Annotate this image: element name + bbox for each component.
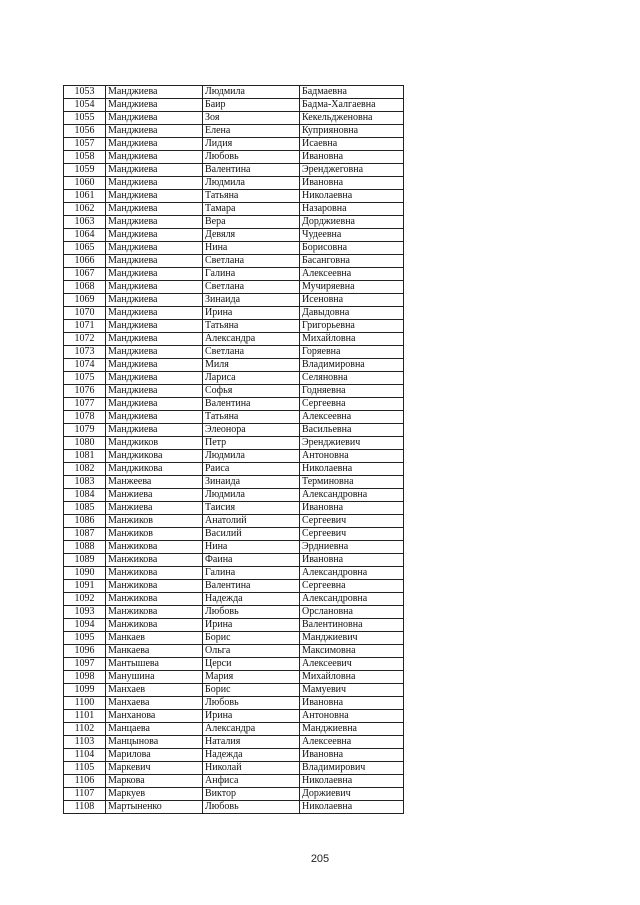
record-number: 1063 (64, 216, 106, 229)
first-name-cell: Людмила (203, 450, 300, 463)
record-number: 1057 (64, 138, 106, 151)
table-row (64, 541, 404, 554)
table-row (64, 580, 404, 593)
first-name-cell: Раиса (203, 463, 300, 476)
surname-cell: Манжикова (106, 554, 203, 567)
surname-cell: Мантышева (106, 658, 203, 671)
first-name-cell: Людмила (203, 489, 300, 502)
first-name-cell: Девяля (203, 229, 300, 242)
surname-cell: Манджиева (106, 86, 203, 99)
patronymic-cell: Алексеевна (300, 411, 404, 424)
first-name-cell: Миля (203, 359, 300, 372)
table-row (64, 307, 404, 320)
patronymic-cell: Манджиевич (300, 632, 404, 645)
first-name-cell: Валентина (203, 164, 300, 177)
record-number: 1097 (64, 658, 106, 671)
first-name-cell: Любовь (203, 606, 300, 619)
patronymic-cell: Владимировна (300, 359, 404, 372)
patronymic-cell: Ивановна (300, 697, 404, 710)
table-row (64, 359, 404, 372)
roster-body (64, 86, 404, 814)
record-number: 1091 (64, 580, 106, 593)
patronymic-cell: Селяновна (300, 372, 404, 385)
first-name-cell: Ирина (203, 619, 300, 632)
surname-cell: Манджиева (106, 281, 203, 294)
surname-cell: Маркуев (106, 788, 203, 801)
record-number: 1085 (64, 502, 106, 515)
first-name-cell: Людмила (203, 177, 300, 190)
surname-cell: Манджиева (106, 99, 203, 112)
first-name-cell: Фаина (203, 554, 300, 567)
surname-cell: Манжикова (106, 541, 203, 554)
table-row (64, 515, 404, 528)
table-row (64, 411, 404, 424)
first-name-cell: Наталия (203, 736, 300, 749)
table-row (64, 437, 404, 450)
surname-cell: Манкаев (106, 632, 203, 645)
table-row (64, 463, 404, 476)
table-row (64, 346, 404, 359)
surname-cell: Манжикова (106, 567, 203, 580)
first-name-cell: Зинаида (203, 294, 300, 307)
patronymic-cell: Исаевна (300, 138, 404, 151)
surname-cell: Манджиева (106, 385, 203, 398)
first-name-cell: Тамара (203, 203, 300, 216)
patronymic-cell: Исеновна (300, 294, 404, 307)
surname-cell: Манхаев (106, 684, 203, 697)
patronymic-cell: Антоновна (300, 710, 404, 723)
first-name-cell: Любовь (203, 801, 300, 814)
patronymic-cell: Басанговна (300, 255, 404, 268)
first-name-cell: Светлана (203, 346, 300, 359)
patronymic-cell: Николаевна (300, 463, 404, 476)
surname-cell: Манджиева (106, 216, 203, 229)
record-number: 1089 (64, 554, 106, 567)
record-number: 1082 (64, 463, 106, 476)
table-row (64, 242, 404, 255)
surname-cell: Манхаева (106, 697, 203, 710)
patronymic-cell: Орслановна (300, 606, 404, 619)
table-row (64, 281, 404, 294)
record-number: 1102 (64, 723, 106, 736)
record-number: 1078 (64, 411, 106, 424)
first-name-cell: Александра (203, 333, 300, 346)
record-number: 1090 (64, 567, 106, 580)
table-row (64, 333, 404, 346)
surname-cell: Манджиева (106, 112, 203, 125)
record-number: 1106 (64, 775, 106, 788)
patronymic-cell: Ивановна (300, 749, 404, 762)
first-name-cell: Борис (203, 632, 300, 645)
surname-cell: Манжикова (106, 580, 203, 593)
patronymic-cell: Мамуевич (300, 684, 404, 697)
first-name-cell: Светлана (203, 281, 300, 294)
record-number: 1056 (64, 125, 106, 138)
table-row (64, 619, 404, 632)
table-row (64, 567, 404, 580)
record-number: 1087 (64, 528, 106, 541)
first-name-cell: Валентина (203, 580, 300, 593)
first-name-cell: Баир (203, 99, 300, 112)
record-number: 1092 (64, 593, 106, 606)
record-number: 1072 (64, 333, 106, 346)
patronymic-cell: Терминовна (300, 476, 404, 489)
record-number: 1107 (64, 788, 106, 801)
surname-cell: Манджиева (106, 359, 203, 372)
record-number: 1075 (64, 372, 106, 385)
first-name-cell: Галина (203, 567, 300, 580)
patronymic-cell: Сергеевич (300, 515, 404, 528)
surname-cell: Манджиева (106, 333, 203, 346)
record-number: 1073 (64, 346, 106, 359)
record-number: 1068 (64, 281, 106, 294)
table-row (64, 151, 404, 164)
record-number: 1058 (64, 151, 106, 164)
surname-cell: Манджиева (106, 424, 203, 437)
patronymic-cell: Кекельдженовна (300, 112, 404, 125)
first-name-cell: Александра (203, 723, 300, 736)
surname-cell: Манджиева (106, 372, 203, 385)
surname-cell: Манджиева (106, 255, 203, 268)
surname-cell: Манджиева (106, 164, 203, 177)
patronymic-cell: Александровна (300, 567, 404, 580)
table-row (64, 398, 404, 411)
record-number: 1053 (64, 86, 106, 99)
surname-cell: Манжикова (106, 619, 203, 632)
patronymic-cell: Мучиряевна (300, 281, 404, 294)
patronymic-cell: Николаевна (300, 190, 404, 203)
patronymic-cell: Николаевна (300, 775, 404, 788)
table-row (64, 606, 404, 619)
patronymic-cell: Назаровна (300, 203, 404, 216)
patronymic-cell: Бадмаевна (300, 86, 404, 99)
record-number: 1062 (64, 203, 106, 216)
table-row (64, 138, 404, 151)
patronymic-cell: Михайловна (300, 333, 404, 346)
patronymic-cell: Доржиевич (300, 788, 404, 801)
record-number: 1093 (64, 606, 106, 619)
record-number: 1099 (64, 684, 106, 697)
table-row (64, 476, 404, 489)
record-number: 1081 (64, 450, 106, 463)
surname-cell: Манханова (106, 710, 203, 723)
table-row (64, 658, 404, 671)
patronymic-cell: Григорьевна (300, 320, 404, 333)
surname-cell: Мартыненко (106, 801, 203, 814)
table-row (64, 450, 404, 463)
table-row (64, 736, 404, 749)
patronymic-cell: Куприяновна (300, 125, 404, 138)
table-row (64, 710, 404, 723)
table-row (64, 229, 404, 242)
patronymic-cell: Борисовна (300, 242, 404, 255)
patronymic-cell: Александровна (300, 489, 404, 502)
patronymic-cell: Валентиновна (300, 619, 404, 632)
patronymic-cell: Горяевна (300, 346, 404, 359)
surname-cell: Манджиева (106, 203, 203, 216)
surname-cell: Манджиева (106, 320, 203, 333)
first-name-cell: Виктор (203, 788, 300, 801)
surname-cell: Манджиева (106, 151, 203, 164)
record-number: 1070 (64, 307, 106, 320)
table-row (64, 255, 404, 268)
first-name-cell: Елена (203, 125, 300, 138)
first-name-cell: Татьяна (203, 320, 300, 333)
first-name-cell: Людмила (203, 86, 300, 99)
patronymic-cell: Манджиевна (300, 723, 404, 736)
first-name-cell: Любовь (203, 151, 300, 164)
surname-cell: Манджиева (106, 177, 203, 190)
patronymic-cell: Эрдниевна (300, 541, 404, 554)
surname-cell: Манджикова (106, 450, 203, 463)
record-number: 1101 (64, 710, 106, 723)
table-row (64, 762, 404, 775)
record-number: 1086 (64, 515, 106, 528)
patronymic-cell: Годняевна (300, 385, 404, 398)
record-number: 1100 (64, 697, 106, 710)
table-row (64, 749, 404, 762)
record-number: 1065 (64, 242, 106, 255)
table-row (64, 645, 404, 658)
table-row (64, 203, 404, 216)
table-row (64, 112, 404, 125)
record-number: 1083 (64, 476, 106, 489)
surname-cell: Манжикова (106, 606, 203, 619)
first-name-cell: Анфиса (203, 775, 300, 788)
first-name-cell: Николай (203, 762, 300, 775)
record-number: 1067 (64, 268, 106, 281)
table-row (64, 632, 404, 645)
record-number: 1098 (64, 671, 106, 684)
table-row (64, 502, 404, 515)
first-name-cell: Анатолий (203, 515, 300, 528)
patronymic-cell: Михайловна (300, 671, 404, 684)
record-number: 1095 (64, 632, 106, 645)
first-name-cell: Вера (203, 216, 300, 229)
first-name-cell: Мария (203, 671, 300, 684)
surname-cell: Манджиева (106, 242, 203, 255)
table-row (64, 554, 404, 567)
patronymic-cell: Ивановна (300, 177, 404, 190)
record-number: 1104 (64, 749, 106, 762)
table-row (64, 268, 404, 281)
table-row (64, 164, 404, 177)
record-number: 1077 (64, 398, 106, 411)
first-name-cell: Надежда (203, 593, 300, 606)
patronymic-cell: Ивановна (300, 151, 404, 164)
first-name-cell: Ирина (203, 710, 300, 723)
first-name-cell: Таисия (203, 502, 300, 515)
roster-table (63, 85, 404, 814)
surname-cell: Манджиева (106, 307, 203, 320)
first-name-cell: Галина (203, 268, 300, 281)
first-name-cell: Элеонора (203, 424, 300, 437)
patronymic-cell: Дорджиевна (300, 216, 404, 229)
patronymic-cell: Владимирович (300, 762, 404, 775)
table-row (64, 788, 404, 801)
record-number: 1054 (64, 99, 106, 112)
surname-cell: Манцынова (106, 736, 203, 749)
patronymic-cell: Сергеевна (300, 398, 404, 411)
table-row (64, 684, 404, 697)
table-row (64, 294, 404, 307)
table-row (64, 671, 404, 684)
patronymic-cell: Алексеевна (300, 268, 404, 281)
surname-cell: Маркова (106, 775, 203, 788)
first-name-cell: Софья (203, 385, 300, 398)
record-number: 1108 (64, 801, 106, 814)
surname-cell: Манджиева (106, 398, 203, 411)
record-number: 1105 (64, 762, 106, 775)
first-name-cell: Зинаида (203, 476, 300, 489)
record-number: 1061 (64, 190, 106, 203)
surname-cell: Манджиева (106, 190, 203, 203)
record-number: 1079 (64, 424, 106, 437)
first-name-cell: Надежда (203, 749, 300, 762)
first-name-cell: Лариса (203, 372, 300, 385)
first-name-cell: Татьяна (203, 411, 300, 424)
first-name-cell: Ирина (203, 307, 300, 320)
patronymic-cell: Бадма-Халгаевна (300, 99, 404, 112)
surname-cell: Манжиков (106, 528, 203, 541)
first-name-cell: Лидия (203, 138, 300, 151)
record-number: 1074 (64, 359, 106, 372)
table-row (64, 528, 404, 541)
surname-cell: Манжиева (106, 489, 203, 502)
patronymic-cell: Эренджиевич (300, 437, 404, 450)
record-number: 1080 (64, 437, 106, 450)
table-row (64, 320, 404, 333)
patronymic-cell: Сергеевна (300, 580, 404, 593)
first-name-cell: Светлана (203, 255, 300, 268)
first-name-cell: Зоя (203, 112, 300, 125)
table-row (64, 593, 404, 606)
patronymic-cell: Эренджеговна (300, 164, 404, 177)
first-name-cell: Василий (203, 528, 300, 541)
record-number: 1076 (64, 385, 106, 398)
table-row (64, 125, 404, 138)
page-number: 205 (310, 853, 330, 865)
record-number: 1069 (64, 294, 106, 307)
table-row (64, 177, 404, 190)
table-row (64, 385, 404, 398)
first-name-cell: Церси (203, 658, 300, 671)
patronymic-cell: Давыдовна (300, 307, 404, 320)
record-number: 1084 (64, 489, 106, 502)
table-row (64, 216, 404, 229)
surname-cell: Манушина (106, 671, 203, 684)
table-row (64, 697, 404, 710)
patronymic-cell: Чудеевна (300, 229, 404, 242)
surname-cell: Манджиева (106, 346, 203, 359)
first-name-cell: Петр (203, 437, 300, 450)
surname-cell: Манджиева (106, 268, 203, 281)
first-name-cell: Любовь (203, 697, 300, 710)
first-name-cell: Нина (203, 541, 300, 554)
surname-cell: Манджиева (106, 411, 203, 424)
first-name-cell: Борис (203, 684, 300, 697)
first-name-cell: Татьяна (203, 190, 300, 203)
patronymic-cell: Ивановна (300, 554, 404, 567)
first-name-cell: Нина (203, 242, 300, 255)
record-number: 1103 (64, 736, 106, 749)
record-number: 1088 (64, 541, 106, 554)
first-name-cell: Ольга (203, 645, 300, 658)
surname-cell: Манджиева (106, 294, 203, 307)
record-number: 1055 (64, 112, 106, 125)
surname-cell: Манжиков (106, 515, 203, 528)
surname-cell: Марилова (106, 749, 203, 762)
patronymic-cell: Николаевна (300, 801, 404, 814)
table-row (64, 801, 404, 814)
surname-cell: Манкаева (106, 645, 203, 658)
record-number: 1094 (64, 619, 106, 632)
surname-cell: Манжиева (106, 502, 203, 515)
patronymic-cell: Ивановна (300, 502, 404, 515)
table-row (64, 775, 404, 788)
record-number: 1096 (64, 645, 106, 658)
table-row (64, 723, 404, 736)
surname-cell: Манжеева (106, 476, 203, 489)
surname-cell: Манджиева (106, 125, 203, 138)
surname-cell: Манджикова (106, 463, 203, 476)
patronymic-cell: Алексеевич (300, 658, 404, 671)
patronymic-cell: Васильевна (300, 424, 404, 437)
table-row (64, 190, 404, 203)
record-number: 1059 (64, 164, 106, 177)
record-number: 1066 (64, 255, 106, 268)
surname-cell: Манджиева (106, 138, 203, 151)
first-name-cell: Валентина (203, 398, 300, 411)
table-row (64, 489, 404, 502)
table-row (64, 99, 404, 112)
surname-cell: Маркевич (106, 762, 203, 775)
surname-cell: Манжикова (106, 593, 203, 606)
patronymic-cell: Антоновна (300, 450, 404, 463)
surname-cell: Манцаева (106, 723, 203, 736)
patronymic-cell: Максимовна (300, 645, 404, 658)
patronymic-cell: Сергеевич (300, 528, 404, 541)
table-row (64, 424, 404, 437)
record-number: 1071 (64, 320, 106, 333)
patronymic-cell: Александровна (300, 593, 404, 606)
record-number: 1060 (64, 177, 106, 190)
patronymic-cell: Алексеевна (300, 736, 404, 749)
surname-cell: Манджиков (106, 437, 203, 450)
surname-cell: Манджиева (106, 229, 203, 242)
table-row (64, 86, 404, 99)
table-row (64, 372, 404, 385)
record-number: 1064 (64, 229, 106, 242)
